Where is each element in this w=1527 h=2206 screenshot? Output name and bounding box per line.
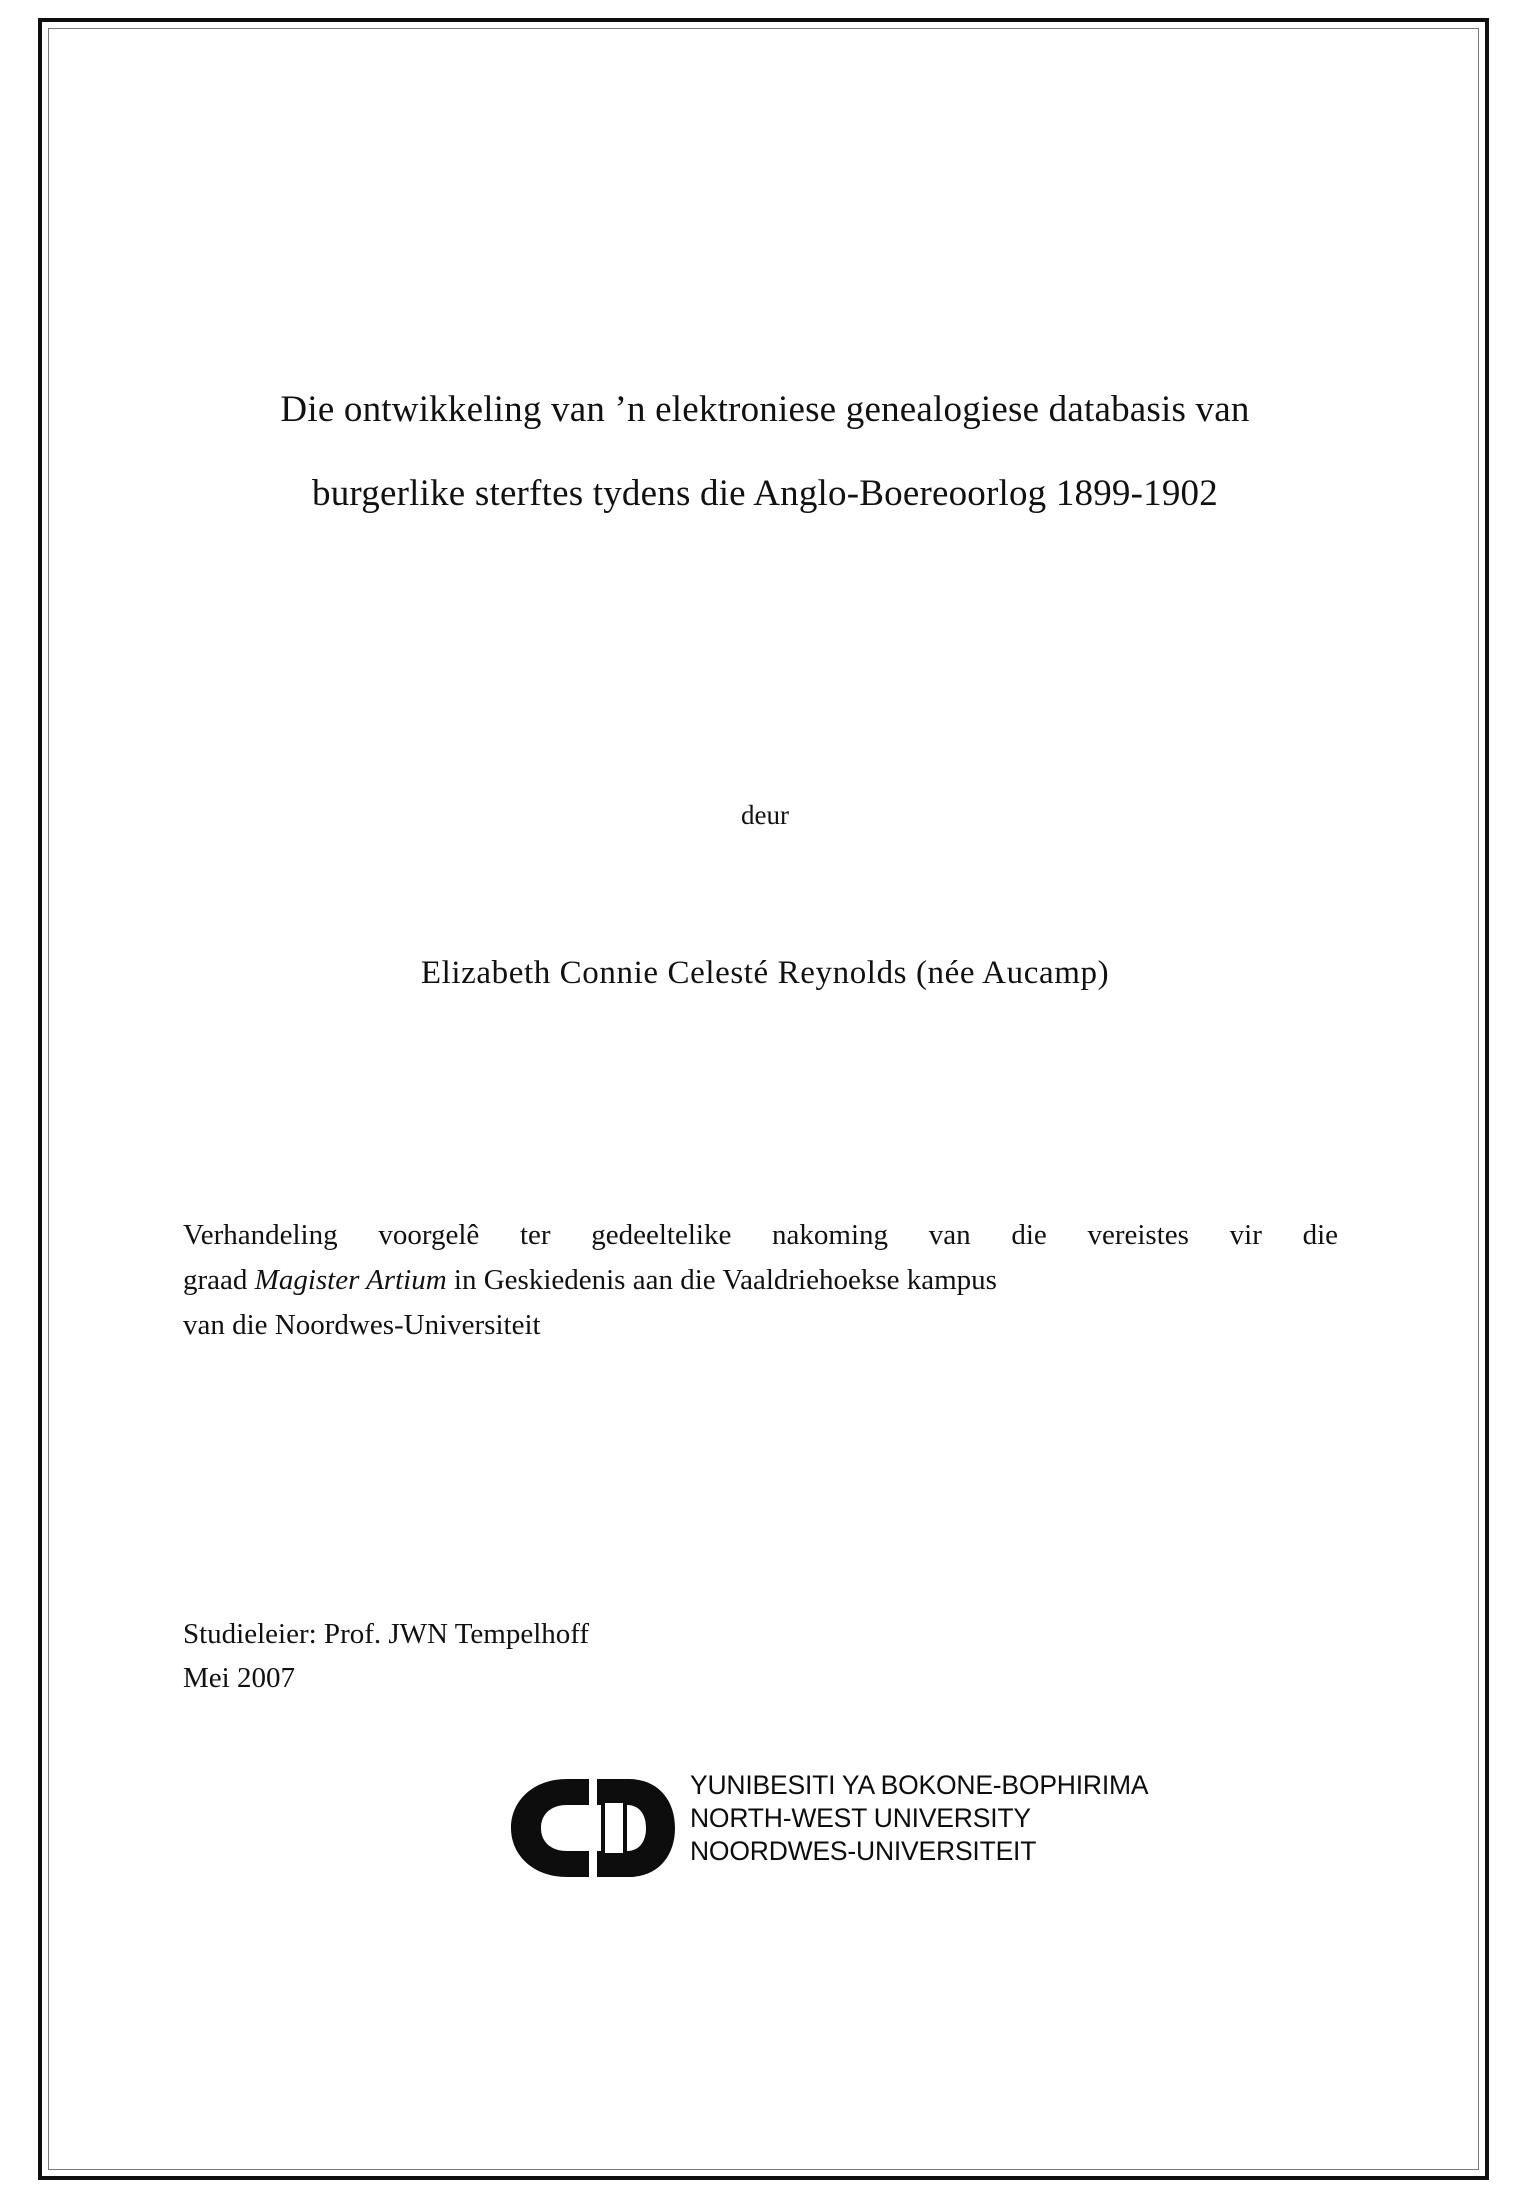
statement-line-2-pre: graad	[183, 1264, 255, 1296]
statement-line-3: van die Noordwes-Universiteit	[183, 1309, 541, 1341]
degree-statement	[183, 1213, 1338, 1348]
page-content	[175, 0, 1355, 2206]
date-line: Mei 2007	[183, 1662, 295, 1694]
author-name: Elizabeth Connie Celesté Reynolds (née Aucamp)	[420, 955, 1110, 991]
by-label: deur	[741, 800, 789, 830]
logo-text-line-3: NOORDWES-UNIVERSITEIT	[690, 1836, 1037, 1866]
degree-name: Magister Artium	[254, 1264, 447, 1296]
statement-line-2-post: in Geskiedenis aan die Vaaldriehoekse kampus	[446, 1264, 997, 1296]
logo-text-line-1: YUNIBESITI YA BOKONE-BOPHIRIMA	[690, 1770, 1149, 1800]
supervisor-block	[183, 1612, 1083, 1700]
statement-line-1: Verhandeling voorgelê ter gedeeltelike nakoming van die vereistes vir die	[183, 1219, 1338, 1251]
page-title	[175, 368, 1355, 536]
north-west-university-logo-icon	[505, 1773, 680, 1883]
statement-line-2	[183, 1258, 1338, 1303]
supervisor-line: Studieleier: Prof. JWN Tempelhoff	[183, 1618, 590, 1650]
logo-text-line-2: NORTH-WEST UNIVERSITY	[690, 1803, 1031, 1833]
university-logo-text	[690, 1769, 1148, 1868]
title-line-2: burgerlike sterftes tydens die Anglo-Boereoorlog 1899-1902	[312, 473, 1218, 514]
university-logo	[505, 1765, 1205, 1895]
title-line-1: Die ontwikkeling van ’n elektroniese genealogiese databasis van	[280, 389, 1250, 430]
